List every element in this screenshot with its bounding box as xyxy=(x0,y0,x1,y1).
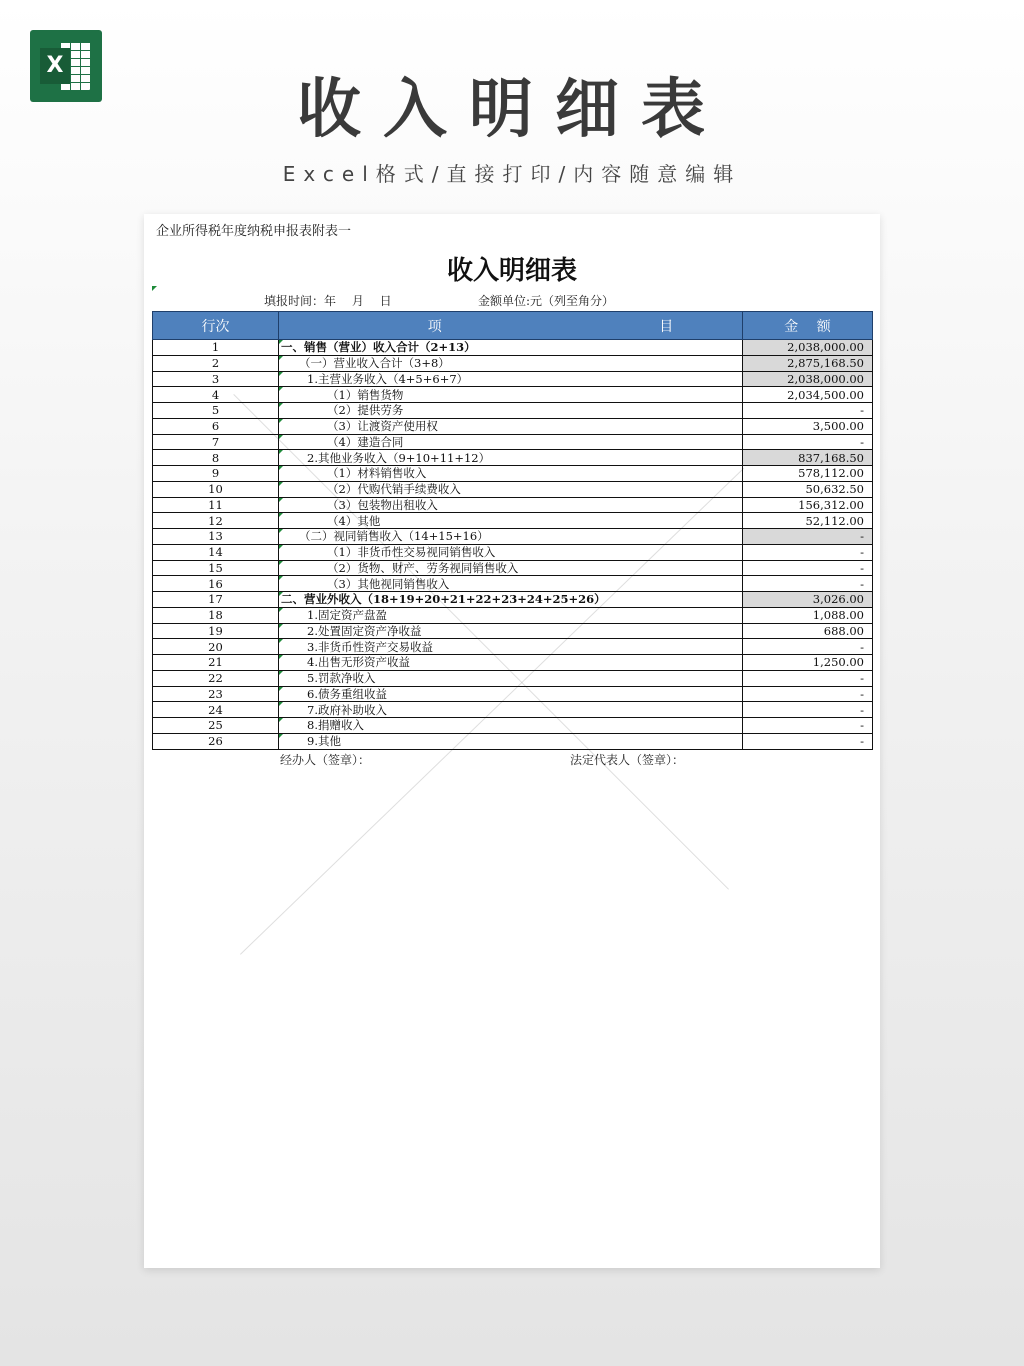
item-cell[interactable]: （二）视同销售收入（14+15+16） xyxy=(279,529,743,545)
row-no-cell[interactable]: 17 xyxy=(153,592,279,608)
amount-unit-label: 金额单位:元（列至角分） xyxy=(478,294,615,308)
row-no-cell[interactable]: 25 xyxy=(153,718,279,734)
table-row xyxy=(153,387,873,403)
table-row xyxy=(153,497,873,513)
amount-cell[interactable]: - xyxy=(743,686,873,702)
row-no-cell[interactable]: 4 xyxy=(153,387,279,403)
row-no-cell[interactable]: 22 xyxy=(153,670,279,686)
row-no-cell[interactable]: 13 xyxy=(153,529,279,545)
item-cell[interactable]: （3）包装物出租收入 xyxy=(279,497,743,513)
table-row xyxy=(153,592,873,608)
amount-cell[interactable]: - xyxy=(743,702,873,718)
table-row xyxy=(153,434,873,450)
table-row xyxy=(153,607,873,623)
table-row xyxy=(153,560,873,576)
item-cell[interactable]: 1.固定资产盘盈 xyxy=(279,607,743,623)
cell-comment-marker xyxy=(152,286,157,291)
table-row xyxy=(153,718,873,734)
row-no-cell[interactable]: 15 xyxy=(153,560,279,576)
table-row xyxy=(153,371,873,387)
amount-cell[interactable]: 3,026.00 xyxy=(743,592,873,608)
item-cell[interactable]: 3.非货币性资产交易收益 xyxy=(279,639,743,655)
table-row xyxy=(153,355,873,371)
item-cell[interactable]: （2）货物、财产、劳务视同销售收入 xyxy=(279,560,743,576)
table-row xyxy=(153,481,873,497)
table-row xyxy=(153,655,873,671)
document-page xyxy=(144,214,880,1268)
item-cell[interactable]: 5.罚款净收入 xyxy=(279,670,743,686)
row-no-cell[interactable]: 10 xyxy=(153,481,279,497)
row-no-cell[interactable]: 12 xyxy=(153,513,279,529)
table-row xyxy=(153,418,873,434)
item-cell[interactable]: （3）让渡资产使用权 xyxy=(279,418,743,434)
header-item[interactable] xyxy=(279,312,743,340)
amount-cell[interactable]: 578,112.00 xyxy=(743,466,873,482)
row-no-cell[interactable]: 23 xyxy=(153,686,279,702)
table-row xyxy=(153,403,873,419)
row-no-cell[interactable]: 7 xyxy=(153,434,279,450)
amount-cell[interactable]: 156,312.00 xyxy=(743,497,873,513)
row-no-cell[interactable]: 26 xyxy=(153,733,279,749)
table-row xyxy=(153,576,873,592)
excel-x-badge: X xyxy=(40,48,70,84)
row-no-cell[interactable]: 24 xyxy=(153,702,279,718)
table-row xyxy=(153,466,873,482)
row-no-cell[interactable]: 18 xyxy=(153,607,279,623)
item-cell[interactable]: （3）其他视同销售收入 xyxy=(279,576,743,592)
table-row xyxy=(153,529,873,545)
fill-time-label: 填报时间：年 月 日 xyxy=(264,294,392,308)
row-no-cell[interactable]: 21 xyxy=(153,655,279,671)
table-row xyxy=(153,544,873,560)
table-row xyxy=(153,733,873,749)
header-item-left: 项 xyxy=(427,318,442,335)
amount-cell[interactable]: - xyxy=(743,576,873,592)
row-no-cell[interactable]: 9 xyxy=(153,466,279,482)
table-row xyxy=(153,686,873,702)
item-cell[interactable]: （4）其他 xyxy=(279,513,743,529)
header-amount[interactable]: 金 额 xyxy=(743,312,873,340)
item-cell[interactable]: 9.其他 xyxy=(279,733,743,749)
item-cell[interactable]: （1）材料销售收入 xyxy=(279,466,743,482)
amount-cell[interactable]: - xyxy=(743,733,873,749)
amount-cell[interactable]: 837,168.50 xyxy=(743,450,873,466)
amount-cell[interactable]: 2,875,168.50 xyxy=(743,355,873,371)
table-row xyxy=(153,623,873,639)
hero-title: 收入明细表 xyxy=(297,73,727,147)
item-cell[interactable]: （1）销售货物 xyxy=(279,387,743,403)
item-cell[interactable]: 1.主营业务收入（4+5+6+7） xyxy=(279,371,743,387)
amount-cell[interactable]: - xyxy=(743,560,873,576)
sheet-title: 收入明细表 xyxy=(446,256,577,286)
row-no-cell[interactable]: 5 xyxy=(153,403,279,419)
item-cell[interactable]: （一）营业收入合计（3+8） xyxy=(279,355,743,371)
amount-cell[interactable]: 3,500.00 xyxy=(743,418,873,434)
item-cell[interactable]: 7.政府补助收入 xyxy=(279,702,743,718)
table-row xyxy=(153,639,873,655)
row-no-cell[interactable]: 16 xyxy=(153,576,279,592)
table-row xyxy=(153,702,873,718)
item-cell[interactable]: 2.其他业务收入（9+10+11+12） xyxy=(279,450,743,466)
row-no-cell[interactable]: 20 xyxy=(153,639,279,655)
amount-cell[interactable]: - xyxy=(743,718,873,734)
item-cell[interactable]: 6.债务重组收益 xyxy=(279,686,743,702)
amount-cell[interactable]: 2,034,500.00 xyxy=(743,387,873,403)
attachment-title: 企业所得税年度纳税申报表附表一 xyxy=(156,224,352,239)
table-row xyxy=(153,340,873,356)
item-cell[interactable]: 2.处置固定资产净收益 xyxy=(279,623,743,639)
legal-rep-signature-label: 法定代表人（签章）： xyxy=(570,753,685,767)
table-header-row xyxy=(153,312,873,340)
income-table xyxy=(152,311,873,750)
item-cell[interactable]: 4.出售无形资产收益 xyxy=(279,655,743,671)
amount-cell[interactable]: 52,112.00 xyxy=(743,513,873,529)
row-no-cell[interactable]: 11 xyxy=(153,497,279,513)
amount-cell[interactable]: - xyxy=(743,544,873,560)
amount-cell[interactable]: 1,250.00 xyxy=(743,655,873,671)
amount-cell[interactable]: 688.00 xyxy=(743,623,873,639)
row-no-cell[interactable]: 3 xyxy=(153,371,279,387)
row-no-cell[interactable]: 6 xyxy=(153,418,279,434)
table-row xyxy=(153,670,873,686)
amount-cell[interactable]: - xyxy=(743,403,873,419)
amount-cell[interactable]: - xyxy=(743,639,873,655)
item-cell[interactable]: （4）建造合同 xyxy=(279,434,743,450)
row-no-cell[interactable]: 19 xyxy=(153,623,279,639)
amount-cell[interactable]: - xyxy=(743,670,873,686)
amount-cell[interactable]: - xyxy=(743,529,873,545)
item-cell[interactable]: 一、销售（营业）收入合计（2+13） xyxy=(279,340,743,356)
amount-cell[interactable]: 1,088.00 xyxy=(743,607,873,623)
row-no-cell[interactable]: 2 xyxy=(153,355,279,371)
table-row xyxy=(153,513,873,529)
amount-cell[interactable]: - xyxy=(743,434,873,450)
row-no-cell[interactable]: 1 xyxy=(153,340,279,356)
table-row xyxy=(153,450,873,466)
header-item-right: 目 xyxy=(659,318,674,335)
header-row-no[interactable]: 行次 xyxy=(153,312,279,340)
amount-cell[interactable]: 2,038,000.00 xyxy=(743,371,873,387)
item-cell[interactable]: 二、营业外收入（18+19+20+21+22+23+24+25+26） xyxy=(279,592,743,608)
item-cell[interactable]: 8.捐赠收入 xyxy=(279,718,743,734)
row-no-cell[interactable]: 14 xyxy=(153,544,279,560)
item-cell[interactable]: （2）代购代销手续费收入 xyxy=(279,481,743,497)
hero-subtitle: Excel格式/直接打印/内容随意编辑 xyxy=(282,162,742,186)
amount-cell[interactable]: 50,632.50 xyxy=(743,481,873,497)
row-no-cell[interactable]: 8 xyxy=(153,450,279,466)
item-cell[interactable]: （2）提供劳务 xyxy=(279,403,743,419)
item-cell[interactable]: （1）非货币性交易视同销售收入 xyxy=(279,544,743,560)
handler-signature-label: 经办人（签章）： xyxy=(280,753,371,767)
amount-cell[interactable]: 2,038,000.00 xyxy=(743,340,873,356)
